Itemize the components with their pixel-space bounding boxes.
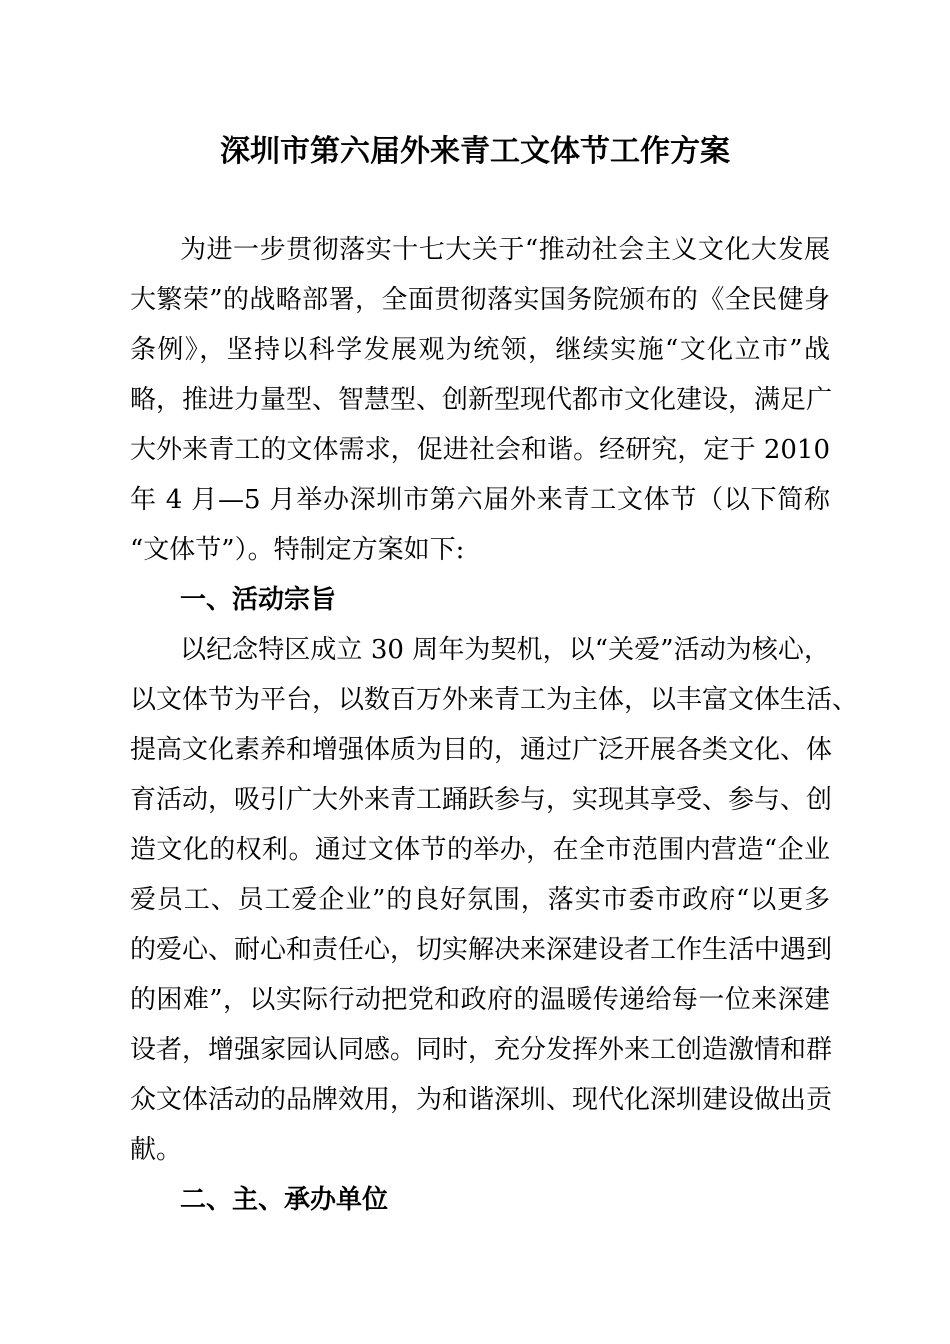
section1-line: 育活动，吸引广大外来青工踊跃参与，实现其享受、参与、创 xyxy=(130,785,833,815)
intro-line: “文体节”）。特制定方案如下: xyxy=(130,535,465,565)
section1-line: 的爱心、耐心和责任心，切实解决来深建设者工作生活中遇到 xyxy=(130,935,833,965)
document-title: 深圳市第六届外来青工文体节工作方案 xyxy=(220,134,730,169)
intro-line: 略，推进力量型、智慧型、创新型现代都市文化建设，满足广 xyxy=(130,385,833,415)
section1-line: 众文体活动的品牌效用，为和谐深圳、现代化深圳建设做出贡 xyxy=(130,1085,833,1115)
intro-line: 条例》，坚持以科学发展观为统领，继续实施“文化立市”战 xyxy=(130,335,830,365)
intro-line: 为进一步贯彻落实十七大关于“推动社会主义文化大发展 xyxy=(180,235,830,265)
intro-line: 年 4 月—5 月举办深圳市第六届外来青工文体节（以下简称 xyxy=(130,485,830,515)
section1-line: 设者，增强家园认同感。同时，充分发挥外来工创造激情和群 xyxy=(130,1035,833,1065)
section-heading-organizers: 二、主、承办单位 xyxy=(180,1185,389,1215)
section1-line: 提高文化素养和增强体质为目的，通过广泛开展各类文化、体 xyxy=(130,735,833,765)
section1-line: 以纪念特区成立 30 周年为契机，以“关爱”活动为核心， xyxy=(180,635,830,665)
section1-line: 献。 xyxy=(130,1135,183,1165)
section1-line: 以文体节为平台，以数百万外来青工为主体，以丰富文体生活、 xyxy=(130,685,859,715)
section-heading-purpose: 一、活动宗旨 xyxy=(180,585,337,615)
section1-line: 的困难”，以实际行动把党和政府的温暖传递给每一位来深建 xyxy=(130,985,830,1015)
section1-line: 造文化的权利。通过文体节的举办，在全市范围内营造“企业 xyxy=(130,835,830,865)
section1-line: 爱员工、员工爱企业”的良好氛围，落实市委市政府“以更多 xyxy=(130,885,830,915)
intro-line: 大外来青工的文体需求，促进社会和谐。经研究，定于 2010 xyxy=(130,435,830,465)
intro-line: 大繁荣”的战略部署，全面贯彻落实国务院颁布的《全民健身 xyxy=(130,285,830,315)
